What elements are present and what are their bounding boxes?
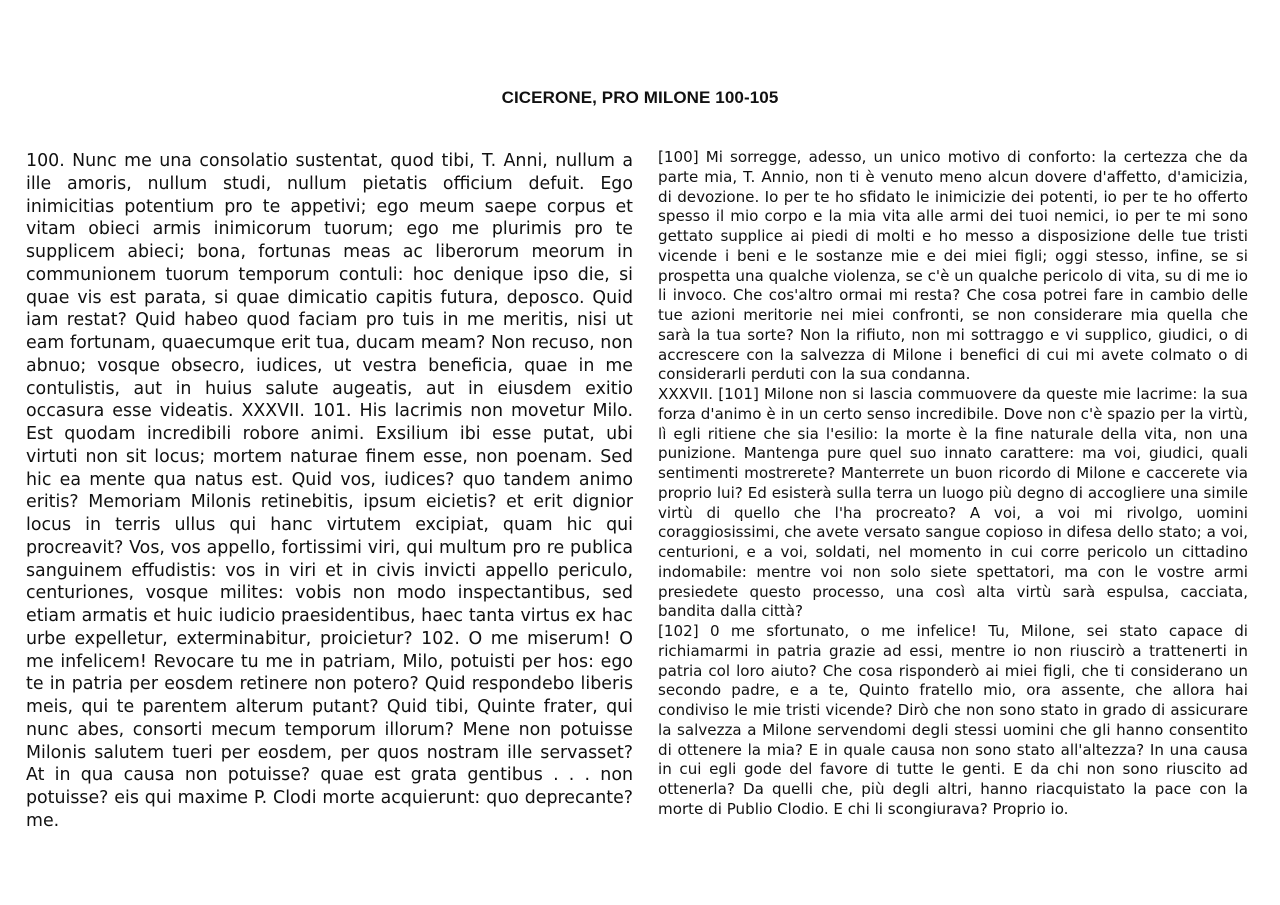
- italian-translation-column: [658, 148, 1248, 820]
- page-title: CICERONE, PRO MILONE 100-105: [501, 88, 779, 107]
- italian-paragraph-100: [100] Mi sorregge, adesso, un unico motivo di conforto: la certezza che da parte mia, T. Annio, non ti è venuto meno alcun dovere d'affetto, d'amicizia, di devozione. Io per te ho sfidato le inimicizie dei potenti, io per te ho offerto spesso il mio corpo e la mia vita alle armi dei tuoi nemici, io per te mi sono gettato supplice ai piedi di molti e ho messo a disposizione delle tue tristi vicende i beni e le sostanze mie e dei miei figli; oggi stesso, infine, se si prospetta una qualche violenza, se c'è un qualche pericolo di vita, su di me io li invoco. Che cos'altro ormai mi resta? Che cosa potrei fare in cambio delle tue azioni meritorie nei miei confronti, se non considerare mia quella che sarà la tua sorte? Non la rifiuto, non mi sottraggo e vi supplico, giudici, o di accrescere con la salvezza di Milone i benefici di cui mi avete colmato o di considerarli perduti con la sua condanna.: [658, 148, 1248, 384]
- italian-paragraph-101: XXXVII. [101] Milone non si lascia commuovere da queste mie lacrime: la sua forza d'animo è in un certo senso incredibile. Dove non c'è spazio per la virtù, lì egli ritiene che sia l'esilio: la morte è la fine naturale della vita, non una punizione. Mantenga pure quel suo innato carattere: ma voi, giudici, quali sentimenti mostrerete? Manterrete un buon ricordo di Milone e caccerete via proprio lui? Ed esisterà sulla terra un luogo più degno di accogliere una simile virtù di quello che l'ha procreato? A voi, a voi mi rivolgo, uomini coraggiosissimi, che avete versato sangue copioso in difesa dello stato; a voi, centurioni, e a voi, soldati, nel momento in cui corre pericolo un cittadino indomabile: mentre voi non solo siete spettatori, ma con le vostre armi presiedete questo processo, una così alta virtù sarà espulsa, cacciata, bandita dalla città?: [658, 385, 1248, 621]
- latin-text-column: [26, 150, 633, 833]
- latin-paragraph: 100. Nunc me una consolatio sustentat, quod tibi, T. Anni, nullum a ille amoris, nullum studi, nullum pietatis officium defuit. Ego inimicitias potentium pro te appetivi; ego meum saepe corpus et vitam obieci armis inimicorum tuorum; ego me plurimis pro te supplicem abieci; bona, fortunas meas ac liberorum meorum in communionem tuorum temporum contuli: hoc denique ipso die, si quae vis est parata, si quae dimicatio capitis futura, deposco. Quid iam restat? Quid habeo quod faciam pro tuis in me meritis, nisi ut eam fortunam, quaecumque erit tua, ducam meam? Non recuso, non abnuo; vosque obsecro, iudices, ut vestra beneficia, quae in me contulistis, aut in huius salute augeatis, aut in eiusdem exitio occasura esse videatis. XXXVII. 101. His lacrimis non movetur Milo. Est quodam incredibili robore animi. Exsilium ibi esse putat, ubi virtuti non sit locus; mortem naturae finem esse, non poenam. Sed hic ea mente qua natus est. Quid vos, iudices? quo tandem animo eritis? Memoriam Milonis retinebitis, ipsum eicietis? et erit dignior locus in terris ullus qui hanc virtutem excipiat, quam hic qui procreavit? Vos, vos appello, fortissimi viri, qui multum pro re publica sanguinem effudistis: vos in viri et in civis invicti appello periculo, centuriones, vosque milites: vobis non modo inspectantibus, sed etiam armatis et huic iudicio praesidentibus, haec tanta virtus ex hac urbe expelletur, exterminabitur, proicietur? 102. O me miserum! O me infelicem! Revocare tu me in patriam, Milo, potuisti per hos: ego te in patria per eosdem retinere non potero? Quid respondebo liberis meis, qui te parentem alterum putant? Quid tibi, Quinte frater, qui nunc abes, consorti mecum temporum illorum? Mene non potuisse Milonis salutem tueri per eosdem, per quos nostram ille servasset? At in qua causa non potuisse? quae est grata gentibus . . . non potuisse? eis qui maxime P. Clodi morte acquierunt: quo deprecante? me.: [26, 151, 633, 831]
- italian-paragraph-102: [102] 0 me sfortunato, o me infelice! Tu, Milone, sei stato capace di richiamarmi in patria grazie ad essi, mentre io non riuscirò a trattenerti in patria col loro aiuto? Che cosa risponderò ai miei figli, che ti considerano un secondo padre, e a te, Quinto fratello mio, ora assente, che allora hai condiviso le mie tristi vicende? Dirò che non sono stato in grado di assicurare la salvezza a Milone servendomi degli stessi uomini che gli hanno consentito di ottenere la mia? E in quale causa non sono stato all'altezza? In una causa in cui egli gode del favore di tutte le genti. E da chi non sono riuscito ad ottenerla? Da quelli che, più degli altri, hanno riacquistato la pace con la morte di Publio Clodio. E chi li scongiurava? Proprio io.: [658, 622, 1248, 818]
